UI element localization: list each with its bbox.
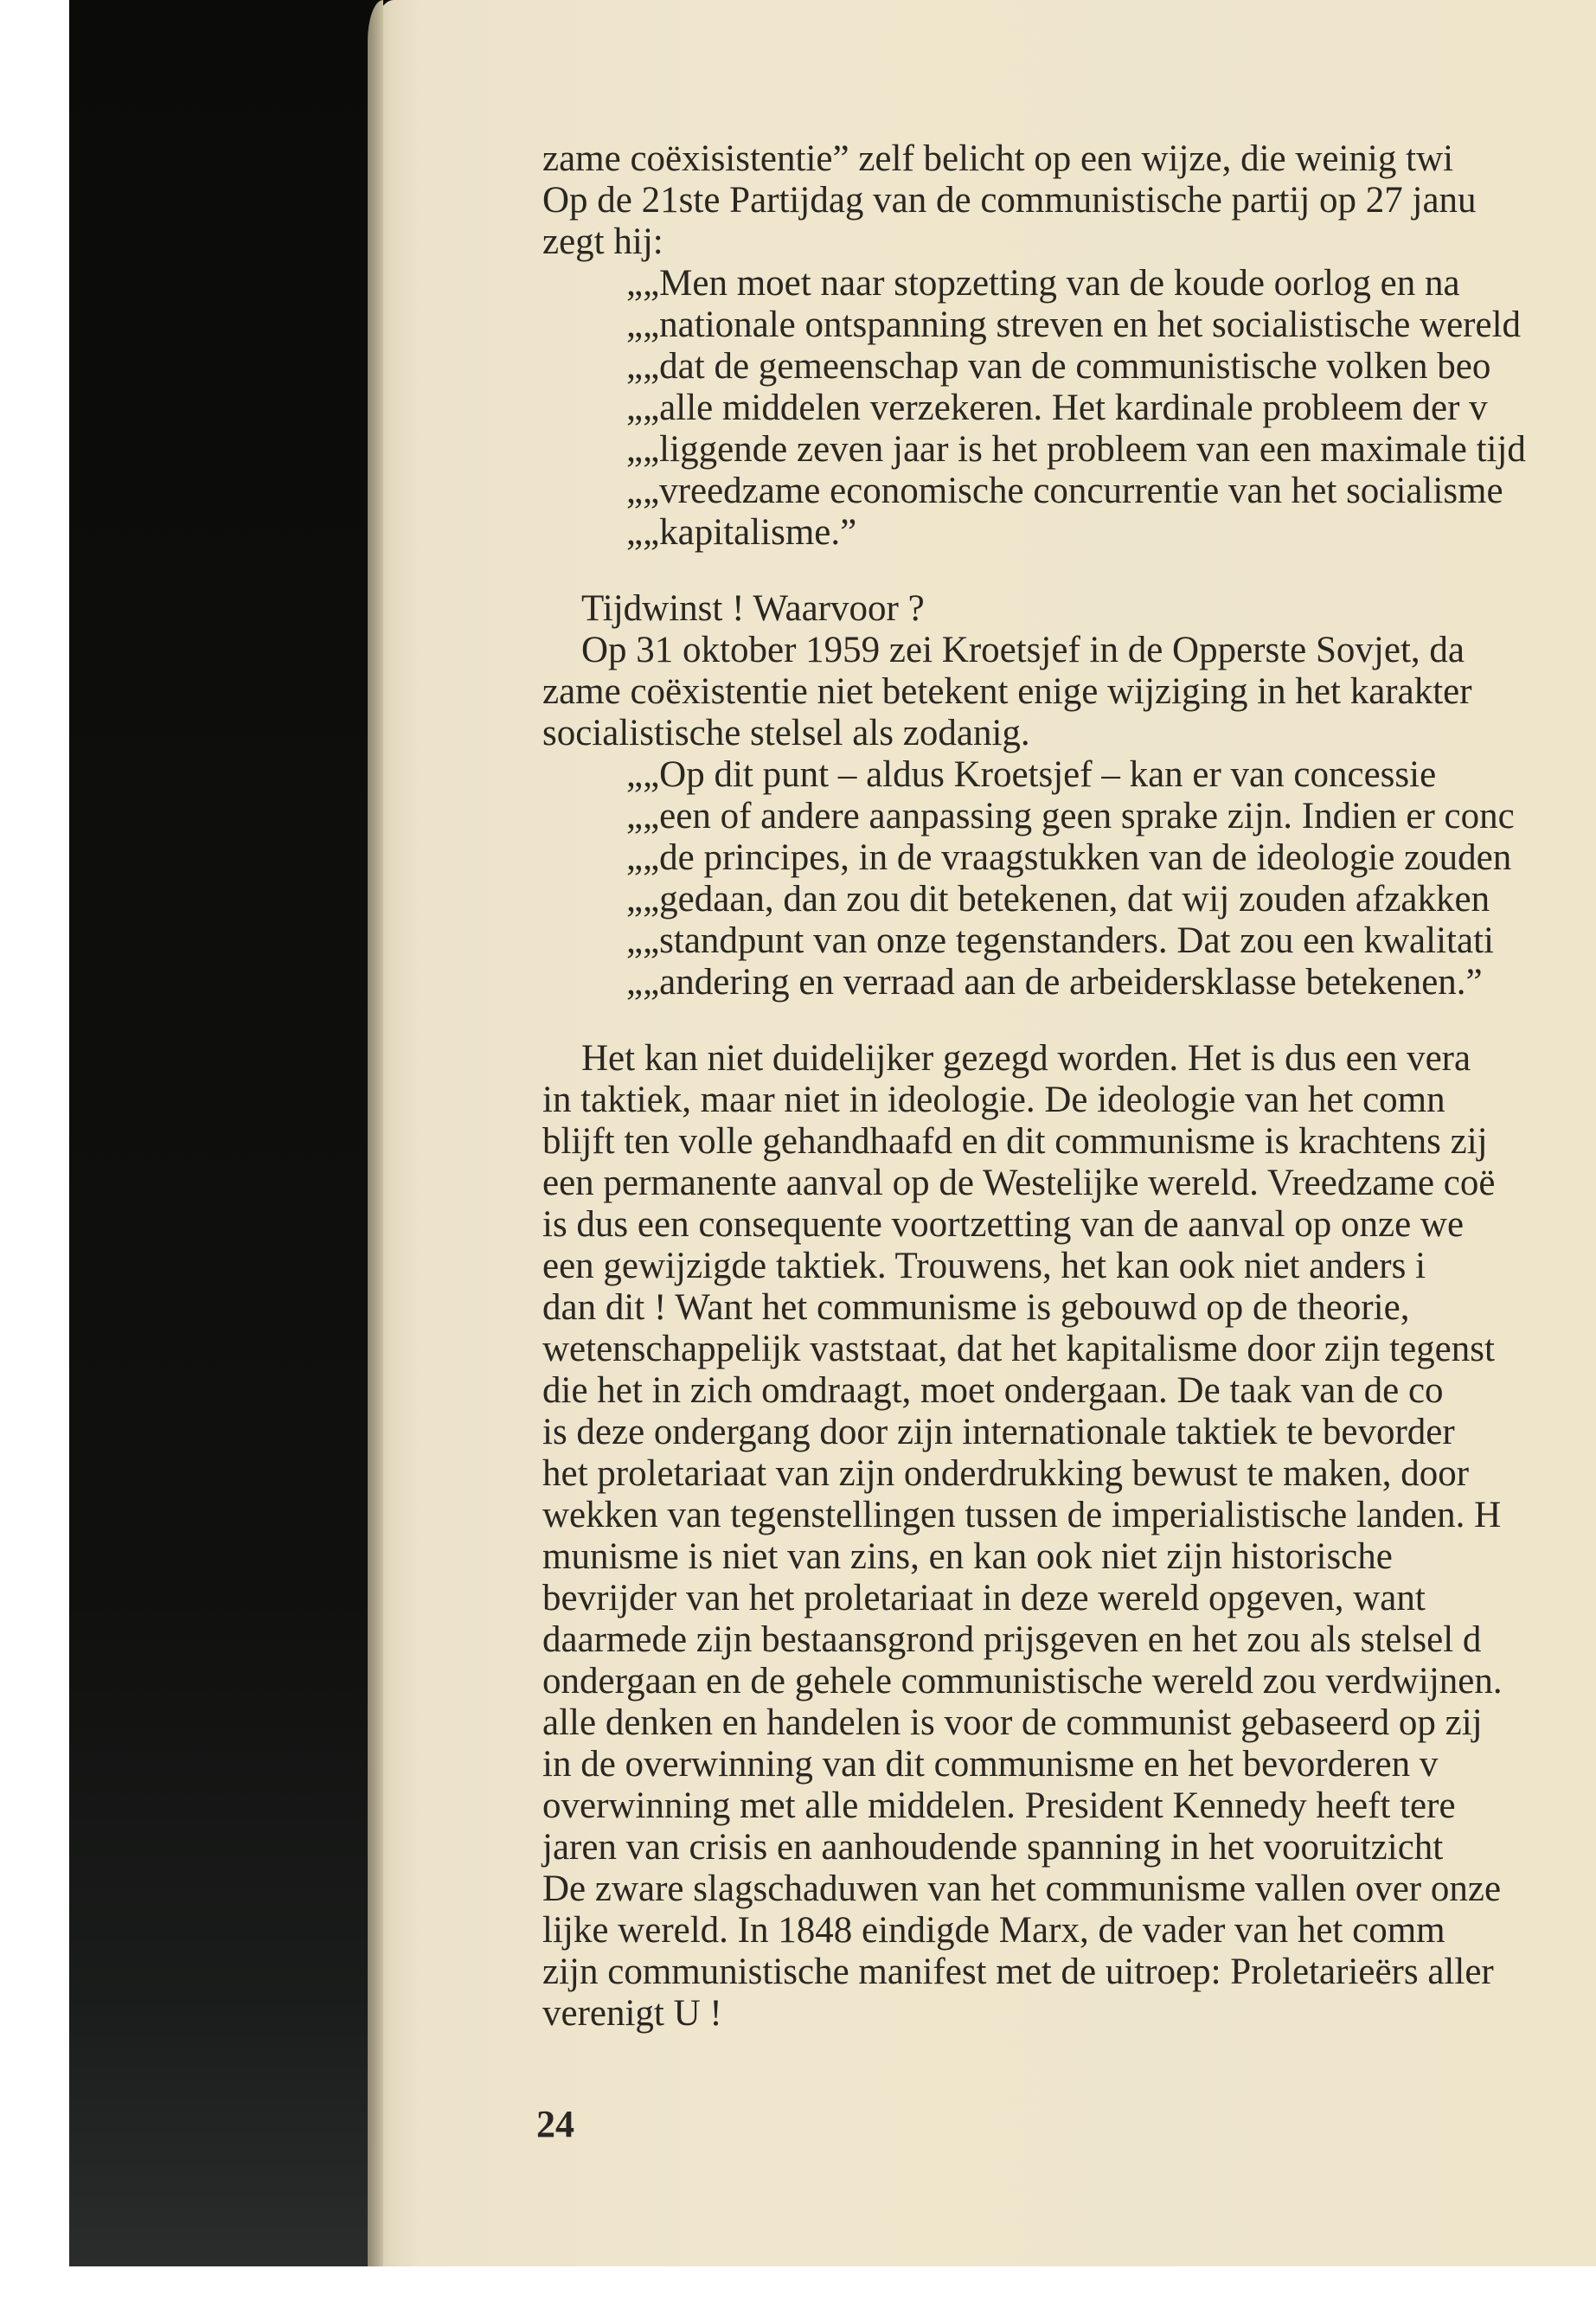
text-line: overwinning met alle middelen. President Kennedy heeft tere (542, 1785, 1456, 1826)
quote-line: „„dat de gemeenschap van de communistische volken beo (626, 346, 1491, 387)
text-line: een permanente aanval op de Westelijke wereld. Vreedzame coë (542, 1163, 1496, 1203)
quote-line: „„andering en verraad aan de arbeidersklasse betekenen.” (626, 962, 1483, 1003)
quote-line: „„nationale ontspanning streven en het socialistische wereld (626, 304, 1522, 345)
quote-line: „„liggende zeven jaar is het probleem van een maximale tijd (626, 429, 1526, 470)
text-line: socialistische stelsel als zodanig. (542, 713, 1030, 753)
text-line: een gewijzigde taktiek. Trouwens, het kan ook niet anders i (542, 1246, 1426, 1286)
text-line: bevrijder van het proletariaat in deze wereld opgeven, want (542, 1578, 1426, 1618)
text-line: zame coëxistentie niet betekent enige wijziging in het karakter (542, 671, 1472, 712)
text-line: Op de 21ste Partijdag van de communistische partij op 27 janu (542, 180, 1477, 221)
text-line: is dus een consequente voortzetting van de aanval op onze we (542, 1204, 1465, 1245)
text-line: alle denken en handelen is voor de communist gebaseerd op zij (542, 1702, 1483, 1743)
text-line: jaren van crisis en aanhoudende spanning in het vooruitzicht (542, 1827, 1444, 1868)
quote-line: „„Op dit punt – aldus Kroetsjef – kan er van concessie (626, 754, 1437, 795)
text-line: zegt hij: (542, 221, 663, 262)
text-line: dan dit ! Want het communisme is gebouwd op de theorie, (542, 1287, 1410, 1328)
quote-line: „„gedaan, dan zou dit betekenen, dat wij zouden afzakken (626, 879, 1490, 920)
text-line: zame coëxisistentie” zelf belicht op een wijze, die weinig twi (542, 138, 1454, 179)
page-edge-shadow (368, 0, 383, 2266)
text-line: blijft ten volle gehandhaafd en dit communisme is krachtens zij (542, 1121, 1488, 1162)
quote-line: „„alle middelen verzekeren. Het kardinale probleem der v (626, 388, 1488, 428)
quote-line: „„de principes, in de vraagstukken van de ideologie zouden (626, 837, 1512, 878)
text-line: zijn communistische manifest met de uitroep: Proletarieërs aller (542, 1952, 1494, 1992)
text-line: De zware slagschaduwen van het communisme vallen over onze (542, 1868, 1502, 1909)
text-line: die het in zich omdraagt, moet ondergaan. De taak van de co (542, 1370, 1444, 1411)
text-line: wetenschappelijk vaststaat, dat het kapitalisme door zijn tegenst (542, 1329, 1495, 1369)
quote-line: „„vreedzame economische concurrentie van het socialisme (626, 471, 1503, 511)
quote-line: „„standpunt van onze tegenstanders. Dat zou een kwalitati (626, 920, 1494, 961)
text-line: wekken van tegenstellingen tussen de imperialistische landen. H (542, 1495, 1502, 1535)
quote-line: „„Men moet naar stopzetting van de koude oorlog en na (626, 263, 1460, 304)
text-line: verenigt U ! (542, 1993, 722, 2034)
text-line: Tijdwinst ! Waarvoor ? (581, 588, 925, 629)
quote-line: „„een of andere aanpassing geen sprake zijn. Indien er conc (626, 796, 1515, 836)
text-line: Op 31 oktober 1959 zei Kroetsjef in de Opperste Sovjet, da (581, 630, 1465, 670)
text-line: is deze ondergang door zijn internationale taktiek te bevorder (542, 1412, 1455, 1452)
text-line: Het kan niet duidelijker gezegd worden. Het is dus een vera (581, 1038, 1471, 1079)
text-line: munisme is niet van zins, en kan ook niet zijn historische (542, 1536, 1393, 1577)
quote-line: „„kapitalisme.” (626, 512, 857, 553)
page-number: 24 (536, 2103, 574, 2145)
text-line: ondergaan en de gehele communistische wereld zou verdwijnen. (542, 1661, 1503, 1702)
text-line: in taktiek, maar niet in ideologie. De ideologie van het comn (542, 1080, 1445, 1120)
text-line: in de overwinning van dit communisme en het bevorderen v (542, 1744, 1439, 1785)
text-line: lijke wereld. In 1848 eindigde Marx, de vader van het comm (542, 1910, 1445, 1951)
text-line: daarmede zijn bestaansgrond prijsgeven en het zou als stelsel d (542, 1619, 1482, 1660)
text-line: het proletariaat van zijn onderdrukking bewust te maken, door (542, 1453, 1470, 1494)
